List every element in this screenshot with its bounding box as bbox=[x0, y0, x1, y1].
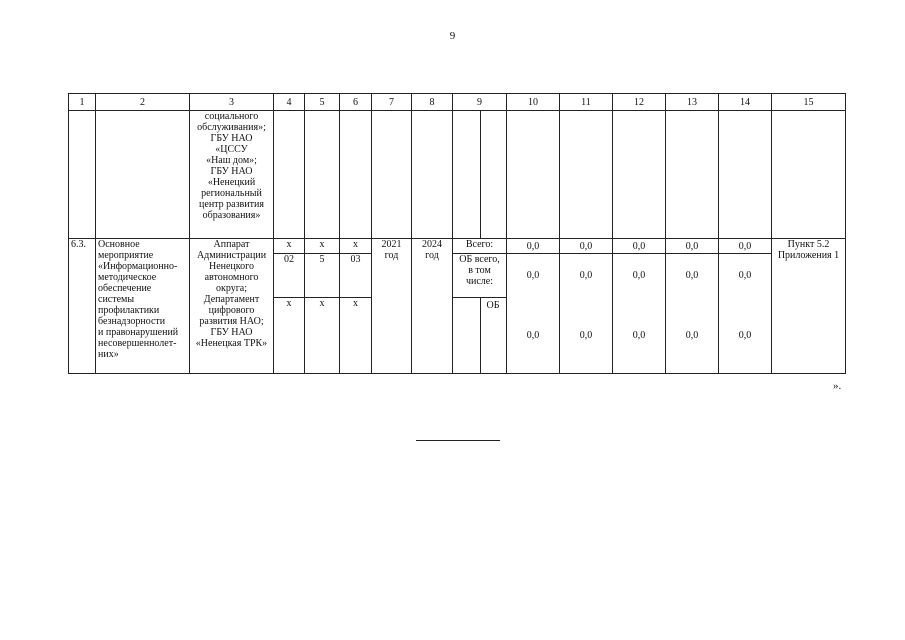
text-line: Аппарат bbox=[213, 239, 250, 250]
code-cell: х bbox=[340, 239, 372, 254]
empty-cell bbox=[274, 111, 305, 239]
year-unit: год bbox=[425, 250, 439, 261]
text-line: системы bbox=[98, 294, 135, 305]
item-name bbox=[96, 239, 190, 374]
header-cell: 2 bbox=[96, 94, 190, 111]
header-cell: 1 bbox=[69, 94, 96, 111]
sub-divider bbox=[480, 111, 481, 238]
value-cell: 0,0 bbox=[507, 239, 560, 254]
text-line: «Наш дом»; bbox=[206, 155, 257, 166]
value-cell: 0,0 bbox=[613, 298, 666, 374]
code-cell: х bbox=[274, 239, 305, 254]
text-line: профилактики bbox=[98, 305, 160, 316]
header-cell: 15 bbox=[772, 94, 846, 111]
text-line: образования» bbox=[202, 210, 261, 221]
text-line: Основное bbox=[98, 239, 140, 250]
text-line: «Информационно- bbox=[98, 261, 178, 272]
text-line: ОБ всего, bbox=[459, 254, 500, 265]
text-line: Пункт 5.2 bbox=[787, 239, 830, 250]
empty-cell bbox=[719, 111, 772, 239]
source-sub bbox=[453, 298, 507, 374]
value-cell: 0,0 bbox=[719, 254, 772, 298]
item-executor bbox=[190, 239, 274, 374]
code-cell: х bbox=[305, 239, 340, 254]
start-year bbox=[372, 239, 412, 374]
continuation-row bbox=[69, 111, 846, 239]
reference-cell bbox=[772, 239, 846, 374]
text-line: «Ненецкий bbox=[207, 177, 256, 188]
text-line: Ненецкого bbox=[208, 261, 254, 272]
value-cell: 0,0 bbox=[666, 254, 719, 298]
value-cell: 0,0 bbox=[507, 298, 560, 374]
text-line: числе: bbox=[465, 276, 494, 287]
footnote-rule bbox=[416, 440, 500, 441]
empty-cell bbox=[340, 111, 372, 239]
text-line: «Ненецкая ТРК» bbox=[195, 338, 268, 349]
header-cell: 9 bbox=[453, 94, 507, 111]
header-cell: 4 bbox=[274, 94, 305, 111]
text-line: несовершеннолет- bbox=[98, 338, 177, 349]
header-cell: 8 bbox=[412, 94, 453, 111]
code-cell: 02 bbox=[274, 254, 305, 298]
header-cell: 11 bbox=[560, 94, 613, 111]
header-cell: 12 bbox=[613, 94, 666, 111]
text-line: обслуживания»; bbox=[197, 122, 266, 133]
end-year bbox=[412, 239, 453, 374]
text-line: «ЦССУ bbox=[215, 144, 248, 155]
value-cell: 0,0 bbox=[507, 254, 560, 298]
code-cell: 5 bbox=[305, 254, 340, 298]
empty-cell bbox=[96, 111, 190, 239]
header-cell: 3 bbox=[190, 94, 274, 111]
empty-cell bbox=[613, 111, 666, 239]
text-line: методическое bbox=[98, 272, 157, 283]
value-cell: 0,0 bbox=[719, 239, 772, 254]
text-line: ГБУ НАО bbox=[210, 133, 253, 144]
header-cell: 13 bbox=[666, 94, 719, 111]
text-line: развития НАО; bbox=[199, 316, 264, 327]
header-cell: 6 bbox=[340, 94, 372, 111]
program-table bbox=[68, 93, 846, 374]
text-line: цифрового bbox=[208, 305, 255, 316]
executor-cell bbox=[190, 111, 274, 239]
text-line: Департамент bbox=[203, 294, 260, 305]
item-row-total bbox=[69, 239, 846, 254]
value-cell: 0,0 bbox=[719, 298, 772, 374]
text-line: ГБУ НАО bbox=[210, 327, 253, 338]
empty-cell bbox=[772, 111, 846, 239]
closing-mark: ». bbox=[833, 380, 842, 392]
page-number: 9 bbox=[449, 30, 456, 42]
empty-cell bbox=[372, 111, 412, 239]
source-sub-label: ОБ bbox=[486, 300, 500, 311]
code-cell: х bbox=[340, 298, 372, 374]
value-cell: 0,0 bbox=[613, 239, 666, 254]
year-unit: год bbox=[384, 250, 399, 261]
value-cell: 0,0 bbox=[613, 254, 666, 298]
text-line: региональный bbox=[201, 188, 262, 199]
text-line: в том bbox=[468, 265, 491, 276]
value-cell: 0,0 bbox=[560, 298, 613, 374]
header-cell: 10 bbox=[507, 94, 560, 111]
text-line: и правонарушений bbox=[98, 327, 179, 338]
text-line: Приложения 1 bbox=[777, 250, 840, 261]
code-cell: 03 bbox=[340, 254, 372, 298]
empty-cell bbox=[412, 111, 453, 239]
text-line: Администрации bbox=[196, 250, 267, 261]
header-cell: 14 bbox=[719, 94, 772, 111]
header-cell: 5 bbox=[305, 94, 340, 111]
text-line: социального bbox=[204, 111, 259, 122]
year-value: 2021 bbox=[381, 239, 402, 250]
text-line: центр развития bbox=[199, 199, 264, 210]
empty-cell bbox=[666, 111, 719, 239]
text-line: автономного bbox=[204, 272, 259, 283]
empty-cell bbox=[305, 111, 340, 239]
item-number: 6.3. bbox=[69, 239, 96, 374]
text-line: мероприятие bbox=[98, 250, 154, 261]
value-cell: 0,0 bbox=[666, 298, 719, 374]
text-line: ГБУ НАО bbox=[210, 166, 253, 177]
empty-cell bbox=[69, 111, 96, 239]
code-cell: х bbox=[274, 298, 305, 374]
empty-cell bbox=[507, 111, 560, 239]
text-line: них» bbox=[98, 349, 119, 360]
text-line: безнадзорности bbox=[98, 316, 166, 327]
value-cell: 0,0 bbox=[560, 254, 613, 298]
value-cell: 0,0 bbox=[560, 239, 613, 254]
source-total: Всего: bbox=[453, 239, 507, 254]
text-line: обеспечение bbox=[98, 283, 152, 294]
source-cell bbox=[453, 111, 507, 239]
value-cell: 0,0 bbox=[666, 239, 719, 254]
header-cell: 7 bbox=[372, 94, 412, 111]
year-value: 2024 bbox=[422, 239, 442, 250]
header-row bbox=[69, 94, 846, 111]
source-ob bbox=[453, 254, 507, 298]
text-line: округа; bbox=[215, 283, 248, 294]
code-cell: х bbox=[305, 298, 340, 374]
empty-cell bbox=[560, 111, 613, 239]
